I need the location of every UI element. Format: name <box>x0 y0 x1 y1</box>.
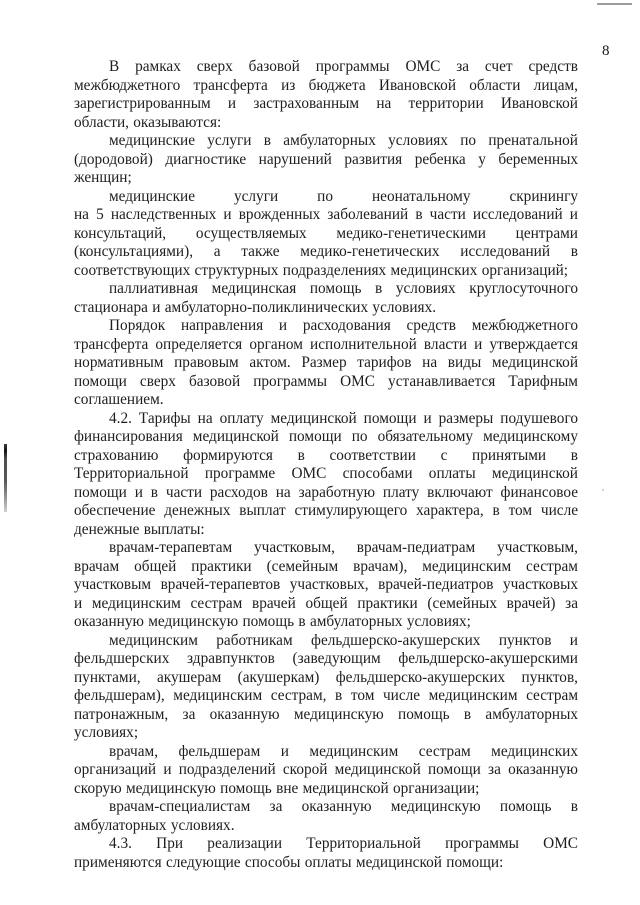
text-line: Порядок направления и расходования средств межбюджетного <box>109 317 578 334</box>
paragraph <box>74 188 578 281</box>
text-line: на 5 наследственных и врожденных заболеваний в части исследований и <box>74 206 578 223</box>
text-line: области, оказываются: <box>74 113 222 131</box>
text-line: медицинским работникам фельдшерско-акушерских пунктов и <box>109 631 578 649</box>
text-line: трансферта определяется органом исполнительной власти и утверждается <box>74 335 578 353</box>
text-line: организаций и подразделений скорой медицинской помощи за оказанную <box>74 761 578 778</box>
text-line: страхованию формируются в соответствии с принятыми в <box>74 446 578 464</box>
text-line: (дородовой) диагностике нарушений развития ребенка у беременных <box>74 150 578 168</box>
text-line: (консультациями), а также медико-генетических исследований в <box>74 243 578 260</box>
text-line: врачам, фельдшерам и медицинским сестрам медицинских <box>109 742 578 760</box>
text-line: амбулаторных условиях. <box>74 816 235 834</box>
paragraph <box>74 132 578 188</box>
paragraph <box>74 632 578 743</box>
text-line: межбюджетного трансферта из бюджета Ивановской области лицам, <box>74 76 578 94</box>
text-line: соглашением. <box>74 391 164 408</box>
text-line: пунктами, акушерам (акушеркам) фельдшерско-акушерских пунктов, <box>74 668 578 686</box>
text-line: паллиативная медицинская помощь в условиях круглосуточного <box>109 280 578 297</box>
text-line: стационара и амбулаторно-поликлинических условиях. <box>74 298 437 316</box>
text-line: женщин; <box>74 169 132 186</box>
text-line: врачам общей практики (семейным врачам), медицинским сестрам <box>74 557 578 575</box>
text-line: врачам-специалистам за оказанную медицинскую помощь в <box>109 798 578 815</box>
text-line: применяются следующие способы оплаты медицинской помощи: <box>74 853 504 871</box>
page-number: 8 <box>602 43 610 59</box>
paragraph <box>74 798 578 835</box>
text-line: медицинские услуги по неонатальному скринингу <box>109 187 578 205</box>
paragraph <box>74 835 578 872</box>
scan-artifact-left-streak <box>4 444 7 512</box>
paragraph <box>74 410 578 540</box>
paragraph <box>74 280 578 317</box>
text-line: условиях; <box>74 724 139 741</box>
paragraph <box>74 58 578 132</box>
text-line: участковым врачей-терапевтов участковых, врачей-педиатров участковых <box>74 576 578 593</box>
paragraph <box>74 539 578 632</box>
scan-artifact-speck <box>602 489 604 491</box>
text-line: врачам-терапевтам участковым, врачам-педиатрам участковым, <box>109 539 578 556</box>
document-body <box>74 58 578 872</box>
text-line: 4.3. При реализации Территориальной программы ОМС <box>109 835 578 852</box>
paragraph <box>74 317 578 410</box>
text-line: оказанную медицинскую помощь в амбулаторных условиях; <box>74 613 471 630</box>
text-line: соответствующих структурных подразделениях медицинских организаций; <box>74 261 569 279</box>
text-line: и медицинским сестрам врачей общей практики (семейных врачей) за <box>74 594 578 612</box>
text-line: консультаций, осуществляемых медико-генетическими центрами <box>74 224 578 242</box>
paragraph <box>74 743 578 799</box>
text-line: Территориальной программе ОМС способами оплаты медицинской <box>74 465 578 482</box>
text-line: скорую медицинскую помощь вне медицинской организации; <box>74 779 480 797</box>
text-line: помощи сверх базовой программы ОМС устанавливается Тарифным <box>74 372 578 390</box>
text-line: денежные выплаты: <box>74 520 205 538</box>
text-line: 4.2. Тарифы на оплату медицинской помощи и размеры подушевого <box>109 409 578 427</box>
text-line: В рамках сверх базовой программы ОМС за счет средств <box>109 58 578 75</box>
text-line: медицинские услуги в амбулаторных условиях по пренатальной <box>109 132 578 149</box>
text-line: зарегистрированным и застрахованным на территории Ивановской <box>74 95 578 112</box>
text-line: патронажным, за оказанную медицинскую помощь в амбулаторных <box>74 705 578 723</box>
text-line: фельдшерских здравпунктов (заведующим фельдшерско-акушерскими <box>74 650 578 667</box>
text-line: помощи и в части расходов на заработную плату включают финансовое <box>74 483 578 501</box>
scan-artifact-top-line <box>597 3 632 5</box>
text-line: нормативным правовым актом. Размер тарифов на виды медицинской <box>74 354 578 371</box>
text-line: финансирования медицинской помощи по обязательному медицинскому <box>74 428 578 445</box>
text-line: обеспечение денежных выплат стимулирующего характера, в том числе <box>74 502 578 519</box>
text-line: фельдшерам), медицинским сестрам, в том числе медицинским сестрам <box>74 687 578 704</box>
